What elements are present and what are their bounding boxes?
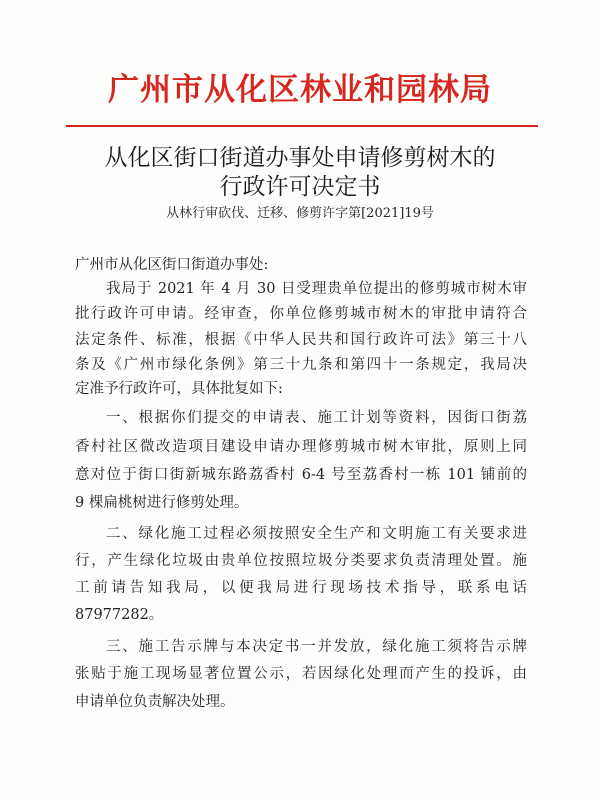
intro-paragraph-line: 定准予行政许可，具体批复如下: <box>75 381 283 397</box>
item-3-line: 三、施工告示牌与本决定书一并发放，绿化施工须将告示牌 <box>106 639 527 655</box>
letterhead-red-rule <box>66 125 538 127</box>
item-2-line: 工前请告知我局，以便我局进行现场技术指导，联系电话 <box>75 580 527 596</box>
addressee: 广州市从化区街口街道办事处: <box>75 257 269 273</box>
item-2-line: 行，产生绿化垃圾由贵单位按照垃圾分类要求负责清理处置。施 <box>75 553 527 569</box>
item-2-line: 87977282。 <box>75 607 164 623</box>
item-1-line: 一、根据你们提交的申请表、施工计划等资料，因街口街荔 <box>106 410 527 426</box>
document-number: 从林行审砍伐、迁移、修剪许字第[2021]19号 <box>166 206 434 221</box>
item-2-line: 二、绿化施工过程必须按照安全生产和文明施工有关要求进 <box>106 526 527 542</box>
item-1-line: 意对位于街口街新城东路荔香村 6-4 号至荔香村一栋 101 铺前的 <box>75 467 527 483</box>
intro-paragraph-line: 法定条件、标准，根据《中华人民共和国行政许可法》第三十八 <box>75 332 527 348</box>
intro-paragraph-line: 我局于 2021 年 4 月 30 日受理贵单位提出的修剪城市树木审 <box>106 281 527 297</box>
item-3-line: 张贴于施工现场显著位置公示，若因绿化处理而产生的投诉，由 <box>75 666 527 682</box>
item-3-line: 申请单位负责解决处理。 <box>75 694 235 710</box>
item-1-line: 香村社区微改造项目建设申请办理修剪城市树木审批，原则上同 <box>75 439 527 455</box>
document-title-line-2: 行政许可决定书 <box>219 174 381 200</box>
intro-paragraph-line: 条及《广州市绿化条例》第三十九条和第四十一条规定，我局决 <box>75 357 527 373</box>
agency-letterhead: 广州市从化区林业和园林局 <box>108 72 492 108</box>
item-1-line: 9 棵扁桃树进行修剪处理。 <box>75 495 249 511</box>
document-title-line-1: 从化区街口街道办事处申请修剪树木的 <box>104 145 496 171</box>
intro-paragraph-line: 批行政许可申请。经审查，你单位修剪城市树木的审批申请符合 <box>75 306 527 322</box>
